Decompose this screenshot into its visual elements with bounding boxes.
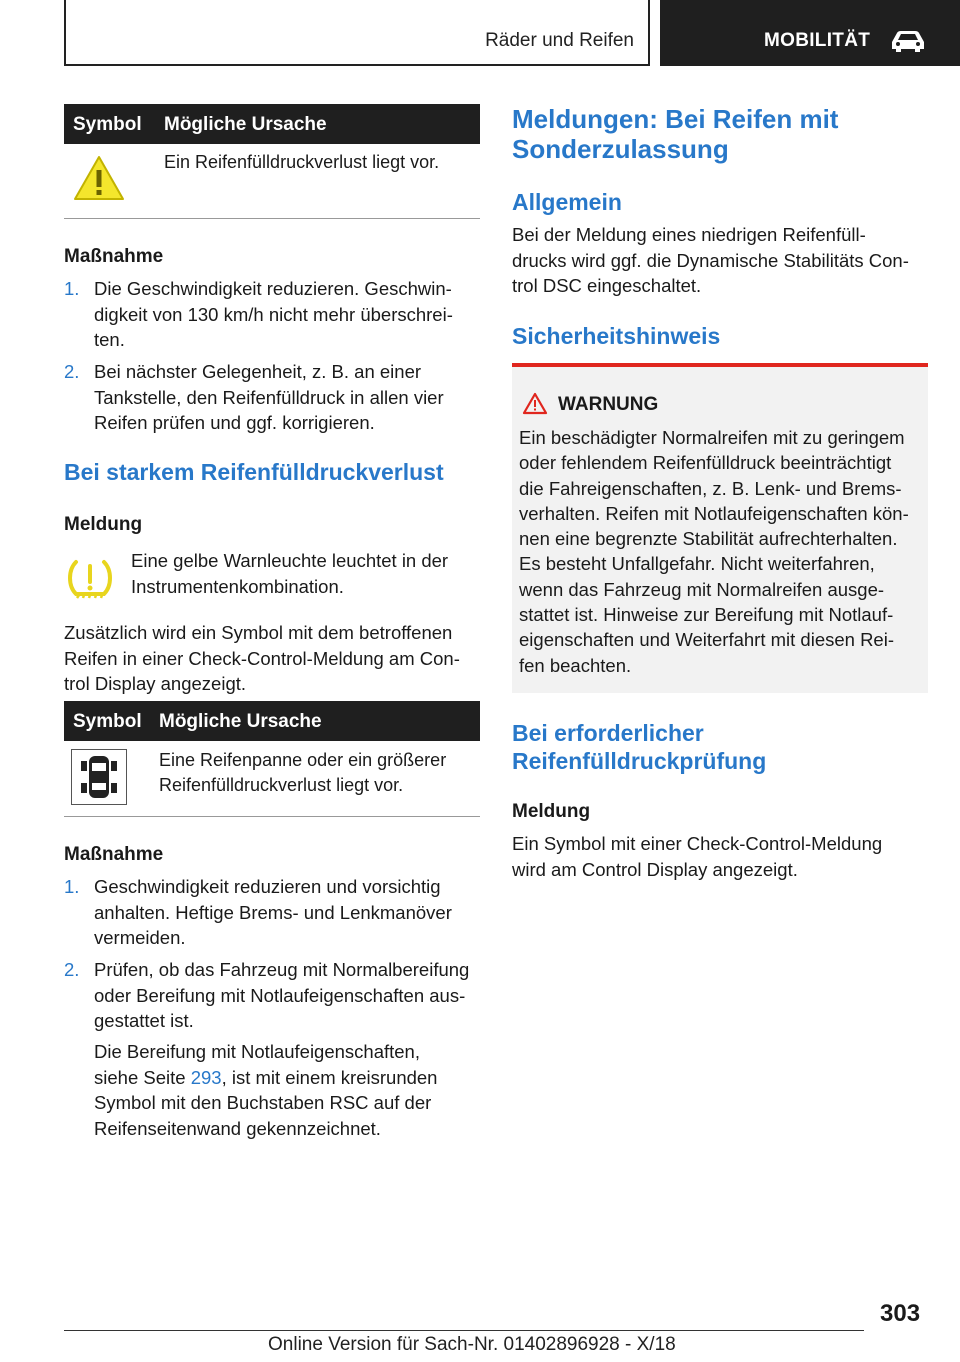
right-heading — [512, 104, 928, 164]
text-line: Die Geschwindigkeit reduzieren. Geschwin- — [94, 278, 452, 299]
measure2-step2-num: 2. — [64, 959, 80, 980]
text-fragment: siehe Seite — [94, 1066, 191, 1088]
required-check-heading — [512, 719, 928, 775]
text-line: Bei der Meldung eines niedrigen Reifenfüll- — [512, 224, 866, 245]
measure2-step1-num: 1. — [64, 876, 80, 897]
warning-box — [512, 363, 928, 693]
page-number: 303 — [880, 1300, 921, 1327]
text-line: Bei nächster Gelegenheit, z. B. an einer — [94, 361, 422, 382]
text-line: trol Display angezeigt. — [64, 673, 247, 694]
text-line: Reifenfülldruckverlust liegt vor. — [159, 775, 404, 795]
text-line: Eine Reifenpanne oder ein größerer — [159, 750, 447, 770]
measure1-step1-text — [94, 276, 480, 353]
text-line: oder fehlendem Reifenfülldruck beeinträchtigt — [519, 452, 892, 474]
text-line: Reifenseitenwand gekennzeichnet. — [94, 1117, 381, 1139]
table2-cause — [159, 748, 480, 798]
measure2-title: Maßnahme — [64, 844, 164, 865]
warning-text — [519, 425, 925, 678]
heavy-loss-text — [64, 620, 480, 697]
text-line: eigenschaften und Weiterfahrt mit diesen Rei- — [519, 629, 894, 651]
heading-line: Sonderzulassung — [512, 134, 729, 164]
text-line: Es besteht Unfallgefahr. Nicht weiterfahren, — [519, 553, 875, 575]
text-line: digkeit von 130 km/h nicht mehr überschrei- — [94, 303, 453, 325]
general-text — [512, 222, 928, 299]
heading-line: Reifenfülldruckprüfung — [512, 748, 767, 774]
text-line: verhalten. Reifen mit Notlaufeigenschaften kön- — [519, 502, 909, 524]
text-line: wenn das Fahrzeug mit Normalreifen ausge- — [519, 578, 885, 600]
text-line: Die Bereifung mit Notlaufeigenschaften, — [94, 1041, 420, 1062]
text-line: gestattet ist. — [94, 1010, 194, 1031]
text-line: Reifen in einer Check-Control-Meldung am Con- — [64, 647, 460, 669]
text-line: Reifen prüfen und ggf. korrigieren. — [94, 412, 375, 433]
text-line: Ein beschädigter Normalreifen mit zu geringem — [519, 427, 905, 448]
header-section-box — [64, 0, 650, 66]
general-title: Allgemein — [512, 189, 622, 215]
table1-col-cause: Mögliche Ursache — [164, 114, 327, 135]
text-line — [94, 1065, 480, 1091]
measure1-title: Maßnahme — [64, 246, 164, 267]
text-line: Prüfen, ob das Fahrzeug mit Normalbereifung — [94, 959, 470, 980]
table1-cause: Ein Reifenfülldruckverlust liegt vor. — [164, 152, 440, 172]
text-line: Eine gelbe Warnleuchte leuchtet in der — [131, 550, 449, 571]
table2-header — [64, 701, 480, 741]
footer-rule — [64, 1330, 864, 1331]
measure2-step2-extra — [94, 1039, 480, 1141]
table2-col-symbol: Symbol — [73, 711, 142, 732]
text-line: die Fahreigenschaften, z. B. Lenk- und Brems- — [519, 477, 902, 499]
page-link-293[interactable]: 293 — [190, 1066, 222, 1088]
measure1-step2-text — [94, 359, 480, 436]
measure1-step1-num: 1. — [64, 278, 80, 299]
car-icon — [888, 28, 928, 54]
table2-col-cause: Mögliche Ursache — [159, 711, 322, 732]
warning-title: WARNUNG — [558, 394, 659, 415]
msg-sub: Meldung — [512, 801, 591, 822]
text-line: fen beachten. — [519, 654, 632, 676]
text-line: ten. — [94, 329, 125, 350]
footer-text: Online Version für Sach-Nr. 01402896928 - X/18 — [268, 1334, 676, 1355]
header-section-title: Räder und Reifen — [485, 30, 634, 51]
text-line: nen eine begrenzte Stabilität aufrechterhalten. — [519, 528, 898, 550]
heading-line: Bei erforderlicher — [512, 720, 704, 746]
text-fragment: , ist mit einem kreisrunden — [221, 1066, 438, 1088]
text-line: oder Bereifung mit Notlaufeigenschaften aus- — [94, 984, 466, 1006]
safety-title: Sicherheitshinweis — [512, 323, 721, 349]
text-line: wird am Control Display angezeigt. — [512, 858, 798, 880]
text-line: stattet ist. Hinweise zur Bereifung mit Notlauf- — [519, 604, 894, 626]
header-chapter-box — [660, 0, 960, 66]
heavy-loss-sub: Meldung — [64, 514, 143, 535]
text-line: anhalten. Heftige Brems- und Lenkmanöver — [94, 901, 452, 923]
table1-col-symbol: Symbol — [73, 114, 142, 135]
table1-rule — [64, 218, 480, 219]
text-line: Tankstelle, den Reifenfülldruck in allen vier — [94, 386, 444, 408]
table2-rule — [64, 816, 480, 817]
text-line: Geschwindigkeit reduzieren und vorsichtig — [94, 876, 441, 897]
text-line: vermeiden. — [94, 927, 186, 948]
text-line: Instrumentenkombination. — [131, 575, 344, 597]
text-line: Ein Symbol mit einer Check-Control-Meldung — [512, 833, 883, 854]
heavy-loss-lamp-text — [131, 548, 480, 599]
measure2-step2-text — [94, 957, 480, 1034]
heading-line: Meldungen: Bei Reifen mit — [512, 104, 839, 134]
text-line: drucks wird ggf. die Dynamische Stabilitäts Con- — [512, 249, 909, 271]
tire-pressure-warning-icon — [67, 556, 113, 602]
heavy-loss-heading: Bei starkem Reifenfülldruckverlust — [64, 459, 444, 485]
measure1-step2-num: 2. — [64, 361, 80, 382]
measure2-step1-text — [94, 874, 480, 951]
warning-triangle-icon — [72, 154, 126, 202]
text-line: Zusätzlich wird ein Symbol mit dem betroffenen — [64, 622, 453, 643]
msg-text — [512, 831, 928, 882]
text-line: Symbol mit den Buchstaben RSC auf der — [94, 1092, 432, 1113]
text-line: trol DSC eingeschaltet. — [512, 275, 702, 296]
table1-header — [64, 104, 480, 144]
warning-triangle-outline-icon — [522, 392, 548, 415]
car-tire-top-view-icon — [71, 749, 127, 805]
header-chapter-title: MOBILITÄT — [764, 30, 871, 51]
